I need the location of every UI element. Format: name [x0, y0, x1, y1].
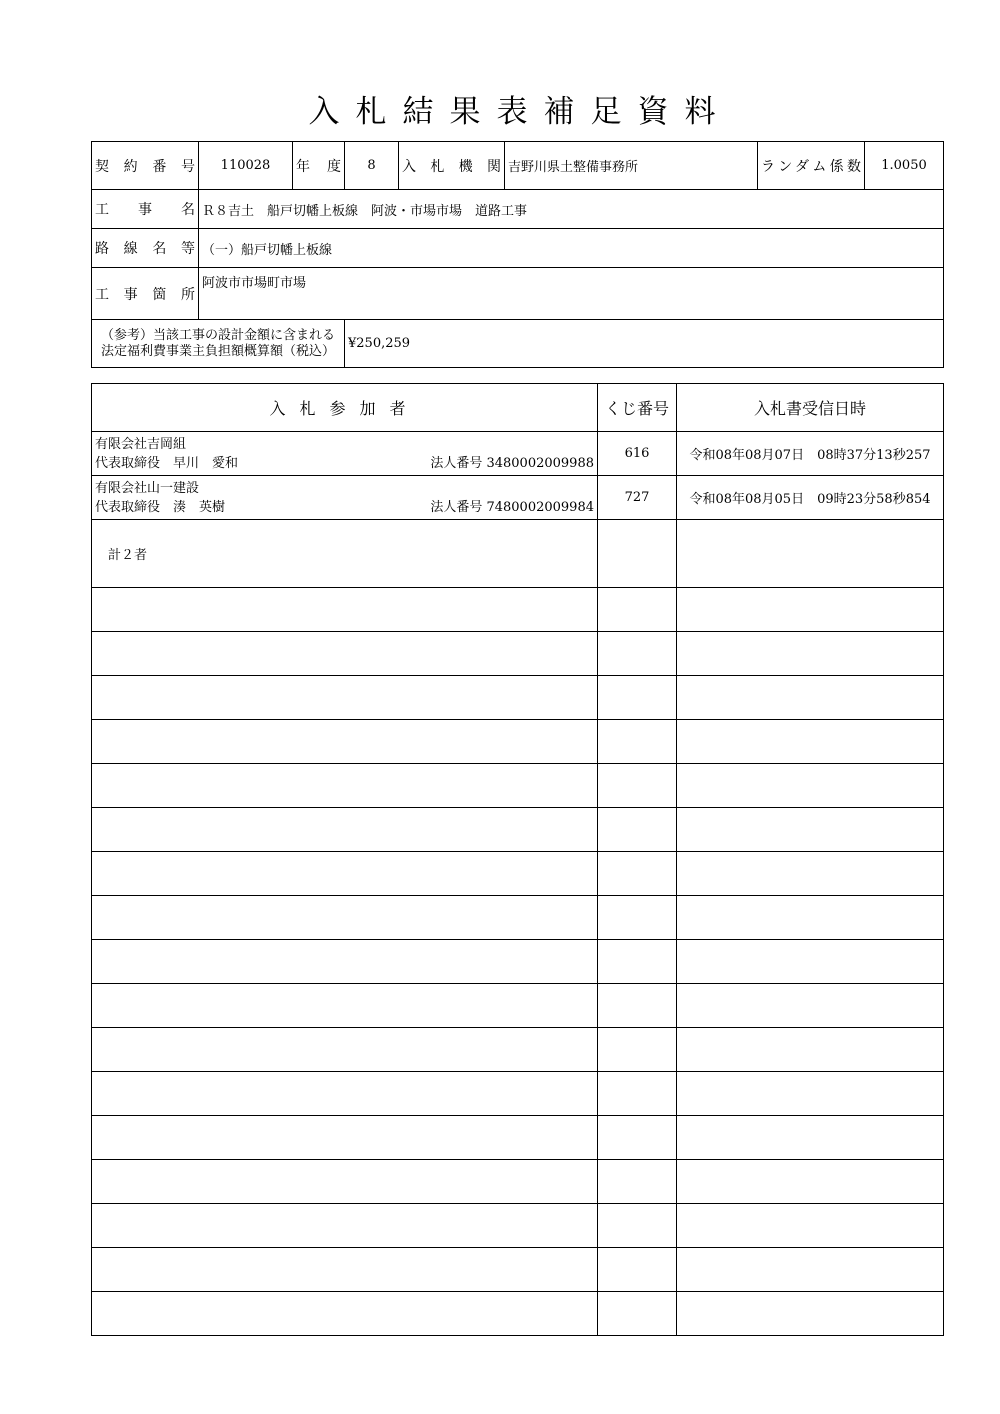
empty-row — [92, 720, 944, 764]
empty-cell — [677, 1248, 944, 1292]
bidders-total: 計２者 — [92, 520, 598, 588]
empty-cell — [677, 588, 944, 632]
bidder-lottery-no: 727 — [598, 476, 677, 520]
header-lottery-no: くじ番号 — [598, 384, 677, 432]
bidder-company: 有限会社吉岡組 — [95, 436, 187, 452]
welfare-cost-label-line2: 法定福利費事業主負担額概算額（税込） — [100, 343, 335, 359]
empty-row — [92, 852, 944, 896]
welfare-cost-value: ¥250,259 — [345, 320, 944, 368]
welfare-cost-label — [92, 320, 345, 368]
document-title: 入札結果表補足資料 — [308, 94, 732, 130]
empty-cell — [92, 984, 598, 1028]
bidder-corporate-no: 法人番号 7480002009984 — [430, 499, 594, 515]
empty-row — [92, 632, 944, 676]
year-label: 年度 — [293, 142, 345, 190]
random-coef-value: 1.0050 — [865, 142, 944, 190]
empty-cell — [598, 896, 677, 940]
empty-cell — [92, 808, 598, 852]
bidder-representative: 代表取締役 早川 愛和 — [95, 455, 239, 471]
table-row — [92, 520, 944, 588]
empty-row — [92, 1248, 944, 1292]
empty-cell — [598, 720, 677, 764]
empty-row — [92, 808, 944, 852]
empty-cell — [92, 720, 598, 764]
empty-cell — [677, 940, 944, 984]
empty-cell — [677, 1072, 944, 1116]
empty-cell — [92, 676, 598, 720]
empty-row — [92, 1292, 944, 1336]
empty-row — [92, 896, 944, 940]
contract-no-label: 契約番号 — [92, 142, 199, 190]
empty-cell — [92, 1292, 598, 1336]
empty-row — [92, 1072, 944, 1116]
empty-row — [92, 1116, 944, 1160]
empty-cell — [92, 1160, 598, 1204]
empty-cell — [677, 1292, 944, 1336]
empty-cell — [92, 1116, 598, 1160]
contract-no-value: 110028 — [199, 142, 293, 190]
empty-cell — [598, 984, 677, 1028]
empty-cell — [677, 764, 944, 808]
empty-row — [92, 1204, 944, 1248]
empty-cell — [598, 1292, 677, 1336]
empty-cell — [677, 808, 944, 852]
contract-info-table — [91, 141, 944, 368]
empty-cell — [92, 852, 598, 896]
empty-cell — [92, 588, 598, 632]
empty-cell — [677, 520, 944, 588]
bidder-lottery-no: 616 — [598, 432, 677, 476]
empty-cell — [677, 720, 944, 764]
empty-cell — [677, 984, 944, 1028]
empty-cell — [598, 1248, 677, 1292]
empty-cell — [92, 1028, 598, 1072]
empty-cell — [598, 1116, 677, 1160]
bidder-cell — [92, 432, 598, 476]
empty-row — [92, 1028, 944, 1072]
empty-cell — [677, 632, 944, 676]
table-row — [92, 476, 944, 520]
empty-row — [92, 764, 944, 808]
empty-cell — [92, 896, 598, 940]
empty-row — [92, 984, 944, 1028]
empty-row — [92, 940, 944, 984]
empty-cell — [92, 764, 598, 808]
site-value: 阿波市市場町市場 — [199, 268, 944, 320]
bidder-received-at: 令和08年08月05日 09時23分58秒854 — [677, 476, 944, 520]
empty-cell — [598, 632, 677, 676]
work-name-value: Ｒ８吉土 船戸切幡上板線 阿波・市場市場 道路工事 — [199, 190, 944, 229]
empty-cell — [92, 1204, 598, 1248]
header-bidders: 入札参加者 — [92, 384, 598, 432]
bidder-received-at: 令和08年08月07日 08時37分13秒257 — [677, 432, 944, 476]
agency-label: 入札機関 — [399, 142, 505, 190]
empty-cell — [598, 940, 677, 984]
empty-cell — [677, 676, 944, 720]
bidder-representative: 代表取締役 湊 英樹 — [95, 499, 226, 515]
site-label: 工事箇所 — [92, 268, 199, 320]
empty-cell — [598, 1072, 677, 1116]
bidder-cell — [92, 476, 598, 520]
empty-row — [92, 1160, 944, 1204]
route-value: （一）船戸切幡上板線 — [199, 229, 944, 268]
empty-cell — [598, 1204, 677, 1248]
empty-cell — [598, 852, 677, 896]
welfare-cost-label-line1: （参考）当該工事の設計金額に含まれる — [100, 327, 335, 343]
empty-cell — [598, 808, 677, 852]
empty-cell — [598, 676, 677, 720]
empty-cell — [92, 1248, 598, 1292]
random-coef-label: ランダム係数 — [758, 142, 865, 190]
empty-cell — [92, 1072, 598, 1116]
empty-cell — [598, 588, 677, 632]
empty-cell — [677, 896, 944, 940]
agency-value: 吉野川県土整備事務所 — [505, 142, 758, 190]
empty-cell — [677, 852, 944, 896]
header-received-at: 入札書受信日時 — [677, 384, 944, 432]
work-name-label: 工事名 — [92, 190, 199, 229]
empty-cell — [598, 1028, 677, 1072]
year-value: 8 — [345, 142, 399, 190]
empty-cell — [92, 940, 598, 984]
empty-cell — [677, 1160, 944, 1204]
bidders-table — [91, 383, 944, 1336]
empty-cell — [677, 1204, 944, 1248]
bidder-company: 有限会社山一建設 — [95, 480, 200, 496]
empty-cell — [598, 520, 677, 588]
empty-cell — [598, 1160, 677, 1204]
route-label: 路線名等 — [92, 229, 199, 268]
empty-row — [92, 676, 944, 720]
empty-cell — [677, 1028, 944, 1072]
empty-row — [92, 588, 944, 632]
empty-cell — [598, 764, 677, 808]
empty-cell — [677, 1116, 944, 1160]
empty-cell — [92, 632, 598, 676]
bidder-corporate-no: 法人番号 3480002009988 — [430, 455, 594, 471]
table-row — [92, 432, 944, 476]
